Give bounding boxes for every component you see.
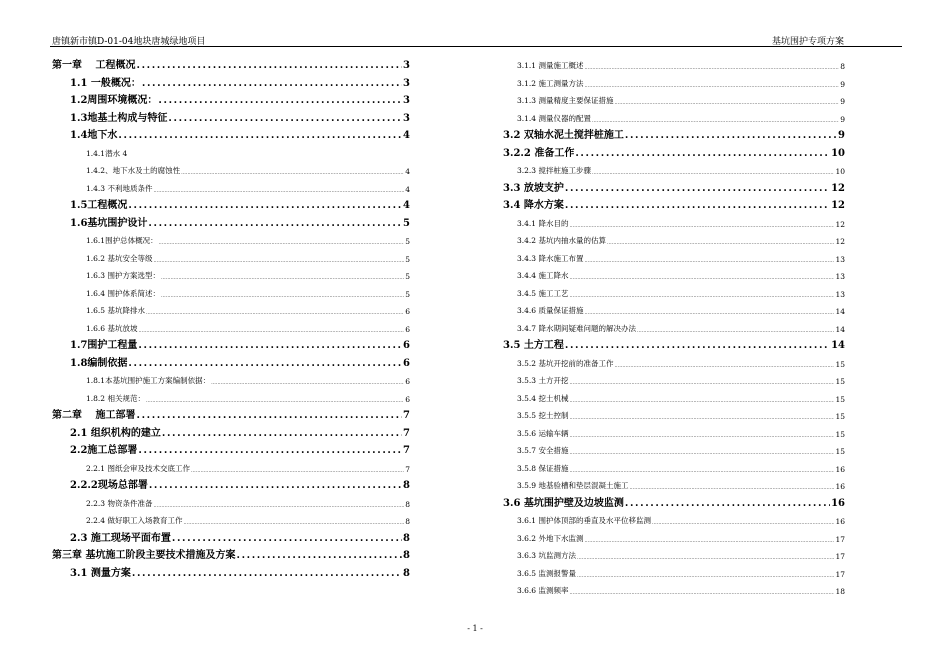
toc-entry[interactable] (517, 477, 845, 491)
toc-entry-title: 1.6.4 围护体系简述： (86, 288, 160, 298)
toc-dot-leader (565, 183, 830, 194)
toc-entry-title: 2.2.3 物资条件准备 (86, 498, 153, 508)
toc-entry-page: 6 (405, 394, 410, 404)
toc-entry-page: 3 (403, 112, 410, 124)
toc-entry[interactable] (86, 512, 410, 526)
toc-entry-title: 3.5.5 挖土控制 (517, 411, 569, 420)
toc-entry[interactable] (517, 320, 845, 334)
toc-entry[interactable] (517, 582, 845, 596)
toc-entry-page: 8 (403, 480, 410, 491)
toc-entry-title: 3.5.8 保证措施 (517, 463, 569, 473)
toc-dot-leader (637, 328, 834, 334)
toc-entry-title: 3.6.6 监测频率 (517, 586, 569, 595)
toc-entry-title: 1.6.2 基坑安全等级 (86, 253, 153, 263)
toc-dot-leader (181, 170, 404, 176)
toc-entry-title: 1.4.2、地下水及土的腐蚀性 (86, 166, 181, 175)
toc-entry[interactable] (86, 495, 410, 509)
toc-entry[interactable] (517, 57, 845, 71)
toc-entry-title: 3.2.2 准备工作 (503, 147, 575, 159)
toc-dot-leader (183, 520, 404, 526)
toc-entry-page: 15 (835, 394, 845, 404)
toc-entry-title: 2.2.2现场总部署 (70, 480, 148, 491)
toc-dot-leader (584, 258, 834, 264)
toc-entry-title: 3.1.4 测量仪器的配置 (517, 113, 591, 123)
header-divider (50, 46, 902, 47)
toc-dot-leader (146, 398, 404, 404)
toc-entry-page: 13 (835, 289, 845, 299)
toc-entry-title: 3.4.2 基坑内抽水量的估算 (517, 236, 606, 245)
toc-entry-page: 9 (838, 130, 845, 141)
toc-entry-page: 5 (405, 272, 410, 281)
toc-entry-page: 7 (403, 427, 410, 439)
toc-dot-leader (161, 293, 404, 299)
toc-dot-leader (159, 240, 405, 246)
toc-entry-page: 14 (835, 324, 845, 334)
toc-entry-title: 3.5.7 安全措施 (517, 446, 569, 455)
toc-entry-title: 1.3地基土构成与特征 (70, 112, 168, 124)
toc-entry[interactable] (517, 75, 845, 89)
toc-entry-page: 15 (835, 429, 845, 439)
toc-dot-leader (132, 568, 402, 579)
toc-dot-leader (569, 398, 834, 404)
toc-entry-title: 3.6.1 围护体顶部的垂直及水平位移监测 (517, 516, 651, 525)
toc-entry-page: 5 (405, 289, 410, 299)
toc-entry[interactable] (86, 162, 410, 176)
toc-dot-leader (161, 275, 404, 281)
toc-dot-leader (569, 380, 834, 386)
toc-dot-leader (592, 170, 834, 176)
toc-entry-page: 9 (840, 97, 845, 106)
toc-dot-leader (569, 415, 834, 421)
toc-entry-page: 12 (835, 219, 845, 229)
toc-entry-title: 2.1 组织机构的建立 (70, 427, 161, 439)
toc-entry-page: 16 (835, 482, 845, 491)
toc-entry[interactable] (86, 180, 410, 194)
toc-entry-page: 16 (831, 497, 845, 509)
toc-entry-page: 12 (831, 182, 845, 194)
toc-entry[interactable] (70, 75, 410, 89)
toc-entry[interactable] (70, 530, 410, 544)
toc-dot-leader (565, 340, 830, 351)
toc-entry-page: 15 (835, 359, 845, 369)
toc-entry[interactable] (517, 547, 845, 561)
toc-entry-page: 17 (835, 552, 845, 561)
toc-dot-leader (569, 450, 834, 456)
toc-entry-page: 15 (835, 447, 845, 456)
toc-entry-title: 1.1 一般概况： (70, 77, 141, 89)
toc-entry-title: 1.4.1潜水 4 (86, 148, 128, 158)
toc-entry[interactable] (503, 495, 845, 509)
toc-entry-title: 3.1 测量方案 (70, 567, 131, 579)
toc-entry-title: 1.6基坑围护设计 (70, 217, 148, 229)
toc-entry[interactable] (52, 407, 410, 421)
toc-entry-page: 7 (405, 464, 410, 474)
toc-entry[interactable] (517, 460, 845, 474)
toc-entry-title: 3.5.6 运输车辆 (517, 428, 569, 438)
toc-entry-page: 5 (403, 217, 410, 229)
toc-dot-leader (569, 223, 834, 229)
toc-dot-leader (191, 468, 404, 474)
toc-entry-title: 3.1.3 测量精度主要保证措施 (517, 96, 614, 105)
toc-entry-page: 13 (835, 254, 845, 264)
toc-entry-title: 1.8.2 相关规范： (86, 393, 145, 403)
toc-dot-leader (652, 520, 834, 526)
toc-dot-leader (158, 95, 402, 106)
toc-entry-page: 5 (405, 237, 410, 246)
toc-entry-title: 1.5工程概况 (70, 200, 128, 211)
toc-dot-leader (575, 148, 830, 159)
toc-entry[interactable] (70, 337, 410, 351)
toc-entry-title: 3.5 土方工程 (503, 340, 564, 351)
toc-entry-page: 8 (405, 517, 410, 526)
toc-entry-title: 1.7围护工程量 (70, 340, 138, 351)
toc-entry-page: 4 (403, 200, 410, 211)
toc-dot-leader (584, 83, 839, 89)
toc-entry[interactable] (503, 197, 845, 211)
toc-dot-leader (168, 113, 402, 124)
toc-dot-leader (153, 503, 404, 509)
toc-entry-page: 17 (835, 569, 845, 579)
toc-entry-page: 8 (403, 550, 410, 561)
toc-entry[interactable] (517, 565, 845, 579)
toc-dot-leader (236, 550, 402, 561)
toc-entry-title: 3.5.4 挖土机械 (517, 393, 569, 403)
toc-dot-leader (584, 538, 834, 544)
toc-dot-leader (138, 340, 402, 351)
toc-entry-page: 4 (405, 184, 410, 194)
toc-dot-leader (569, 275, 834, 281)
toc-entry[interactable] (70, 197, 410, 211)
toc-dot-leader (614, 363, 834, 369)
toc-entry[interactable] (70, 355, 410, 369)
toc-entry-title: 第一章 工程概况 (52, 60, 136, 71)
toc-dot-leader (577, 573, 834, 579)
toc-entry[interactable] (517, 110, 845, 124)
toc-dot-leader (625, 130, 837, 141)
toc-entry-page: 5 (405, 254, 410, 264)
toc-dot-leader (577, 555, 834, 561)
toc-entry-title: 1.6.6 基坑放坡 (86, 323, 138, 333)
toc-entry-title: 2.3 施工现场平面布置 (70, 532, 171, 544)
toc-entry-title: 第三章 基坑施工阶段主要技术措施及方案 (52, 550, 236, 561)
toc-entry-title: 2.2.4 做好职工入场教育工作 (86, 516, 183, 525)
toc-entry[interactable] (503, 337, 845, 351)
toc-entry-title: 2.2.1 图纸会审及技术交底工作 (86, 463, 190, 473)
toc-dot-leader (138, 445, 402, 456)
toc-dot-leader (118, 130, 402, 141)
toc-entry-title: 1.6.3 围护方案选型： (86, 271, 160, 280)
project-name: 唐镇新市镇D-01-04地块唐城绿地项目 (52, 37, 206, 47)
toc-entry[interactable] (517, 372, 845, 386)
toc-dot-leader (629, 485, 834, 491)
toc-entry[interactable] (70, 127, 410, 141)
toc-dot-leader (136, 60, 402, 71)
toc-entry-page: 13 (835, 272, 845, 281)
toc-entry-title: 1.6.1围护总体概况： (86, 236, 158, 245)
toc-entry-page: 7 (403, 445, 410, 456)
toc-dot-leader (584, 65, 839, 71)
toc-entry[interactable] (517, 250, 845, 264)
toc-dot-leader (162, 428, 402, 439)
toc-entry[interactable] (517, 530, 845, 544)
toc-entry-page: 16 (835, 517, 845, 526)
toc-entry-title: 3.5.2 基坑开挖前的准备工作 (517, 358, 614, 368)
toc-entry-title: 3.2.3 搅拌桩施工步骤 (517, 166, 591, 175)
toc-entry[interactable] (70, 92, 410, 106)
toc-entry[interactable] (517, 355, 845, 369)
toc-entry-page: 14 (831, 340, 845, 351)
toc-entry-page: 10 (831, 147, 845, 159)
toc-entry[interactable] (517, 425, 845, 439)
toc-entry[interactable] (86, 285, 410, 299)
toc-entry-page: 7 (403, 410, 410, 421)
toc-dot-leader (153, 258, 404, 264)
toc-entry[interactable] (503, 127, 845, 141)
toc-entry-page: 6 (403, 357, 410, 369)
toc-entry[interactable] (52, 547, 410, 561)
toc-entry-page: 10 (835, 167, 845, 176)
toc-entry-page: 6 (405, 307, 410, 316)
toc-entry-page: 6 (405, 377, 410, 386)
toc-entry-title: 3.6.5 监测报警量 (517, 568, 576, 578)
toc-entry-title: 3.1.2 施工测量方法 (517, 78, 584, 88)
toc-entry[interactable] (517, 442, 845, 456)
toc-entry-title: 1.6.5 基坑降排水 (86, 306, 145, 315)
toc-entry-title: 3.1.1 测量施工概述 (517, 61, 584, 70)
toc-entry[interactable] (86, 372, 410, 386)
toc-dot-leader (128, 200, 402, 211)
toc-entry[interactable] (52, 57, 410, 71)
toc-dot-leader (142, 78, 402, 89)
toc-entry-title: 3.6 基坑围护壁及边坡监测 (503, 497, 624, 509)
toc-entry-title: 3.4.6 质量保证措施 (517, 306, 584, 315)
toc-entry[interactable] (517, 215, 845, 229)
toc-dot-leader (614, 100, 839, 106)
toc-entry[interactable] (517, 285, 845, 299)
toc-entry[interactable] (86, 460, 410, 474)
toc-entry-title: 3.5.3 土方开挖 (517, 376, 569, 385)
toc-entry-page: 3 (403, 77, 410, 89)
toc-entry-page: 15 (835, 412, 845, 421)
toc-dot-leader (146, 310, 404, 316)
toc-dot-leader (128, 358, 402, 369)
toc-dot-leader (625, 498, 830, 509)
toc-entry-page: 15 (835, 377, 845, 386)
toc-entry-title: 1.4地下水 (70, 130, 118, 141)
toc-entry-title: 1.4.3 不利地质条件 (86, 183, 153, 193)
toc-entry-title: 3.4 降水方案 (503, 200, 564, 211)
toc-dot-leader (565, 200, 830, 211)
toc-entry[interactable] (86, 250, 410, 264)
toc-entry[interactable] (517, 267, 845, 281)
toc-entry-page: 4 (403, 130, 410, 141)
toc-entry-page: 12 (831, 200, 845, 211)
toc-entry-page: 8 (840, 62, 845, 71)
toc-entry-page: 17 (835, 534, 845, 544)
toc-entry[interactable] (503, 145, 845, 159)
toc-entry[interactable] (86, 145, 410, 159)
toc-entry-page: 8 (405, 499, 410, 509)
toc-entry-page: 14 (835, 307, 845, 316)
toc-dot-leader (211, 380, 404, 386)
toc-entry-page: 9 (840, 114, 845, 124)
toc-entry[interactable] (517, 512, 845, 526)
toc-entry-page: 18 (835, 587, 845, 596)
toc-entry-title: 1.8.1本基坑围护施工方案编制依据： (86, 376, 211, 385)
page-number: - 1 - (467, 624, 483, 633)
toc-entry-page: 16 (835, 464, 845, 474)
toc-entry[interactable] (86, 302, 410, 316)
toc-entry[interactable] (70, 477, 410, 491)
toc-entry-title: 3.6.2 外地下水监测 (517, 533, 584, 543)
toc-entry-page: 3 (403, 95, 410, 106)
toc-dot-leader (569, 590, 834, 596)
toc-entry[interactable] (517, 232, 845, 246)
toc-entry[interactable] (70, 425, 410, 439)
toc-entry[interactable] (86, 320, 410, 334)
toc-entry-page: 3 (403, 60, 410, 71)
toc-entry-title: 3.4.7 降水期间疑难问题的解决办法 (517, 323, 636, 333)
toc-entry[interactable] (86, 390, 410, 404)
toc-dot-leader (569, 433, 834, 439)
toc-dot-leader (136, 410, 402, 421)
toc-dot-leader (569, 468, 834, 474)
toc-entry-page: 6 (403, 340, 410, 351)
toc-entry-page: 6 (405, 324, 410, 334)
toc-entry-title: 3.5.9 地基验槽和垫层混凝土施工 (517, 481, 629, 490)
toc-entry-title: 3.4.3 降水施工布置 (517, 253, 584, 263)
toc-entry-title: 1.2周围环境概况： (70, 95, 158, 106)
toc-entry[interactable] (70, 215, 410, 229)
toc-dot-leader (172, 533, 402, 544)
toc-entry[interactable] (70, 110, 410, 124)
toc-entry[interactable] (70, 442, 410, 456)
toc-entry-title: 3.4.1 降水目的 (517, 218, 569, 228)
toc-entry-title: 1.8编制依据 (70, 357, 128, 369)
toc-entry-title: 3.2 双轴水泥土搅拌桩施工 (503, 130, 624, 141)
toc-dot-leader (148, 218, 402, 229)
toc-entry-page: 8 (403, 532, 410, 544)
toc-entry-title: 3.6.3 坑监测方法 (517, 551, 576, 560)
toc-dot-leader (607, 240, 834, 246)
toc-entry-title: 3.4.5 施工工艺 (517, 288, 569, 298)
toc-entry-page: 8 (403, 567, 410, 579)
toc-dot-leader (584, 310, 834, 316)
toc-entry[interactable] (517, 390, 845, 404)
toc-entry-title: 2.2施工总部署 (70, 445, 138, 456)
toc-entry-title: 3.4.4 施工降水 (517, 271, 569, 280)
toc-dot-leader (153, 188, 404, 194)
toc-entry-page: 4 (405, 167, 410, 176)
toc-entry[interactable] (503, 180, 845, 194)
toc-dot-leader (138, 328, 404, 334)
toc-entry[interactable] (517, 92, 845, 106)
document-title: 基坑围护专项方案 (772, 37, 845, 47)
toc-entry[interactable] (517, 407, 845, 421)
toc-entry[interactable] (517, 302, 845, 316)
toc-entry[interactable] (517, 162, 845, 176)
toc-dot-leader (592, 118, 839, 124)
toc-dot-leader (149, 480, 402, 491)
toc-dot-leader (569, 293, 834, 299)
toc-entry-page: 9 (840, 79, 845, 89)
toc-entry-title: 3.3 放坡支护 (503, 182, 564, 194)
toc-entry-page: 12 (835, 237, 845, 246)
toc-entry[interactable] (86, 232, 410, 246)
toc-entry-title: 第二章 施工部署 (52, 410, 136, 421)
toc-entry[interactable] (70, 565, 410, 579)
toc-entry[interactable] (86, 267, 410, 281)
